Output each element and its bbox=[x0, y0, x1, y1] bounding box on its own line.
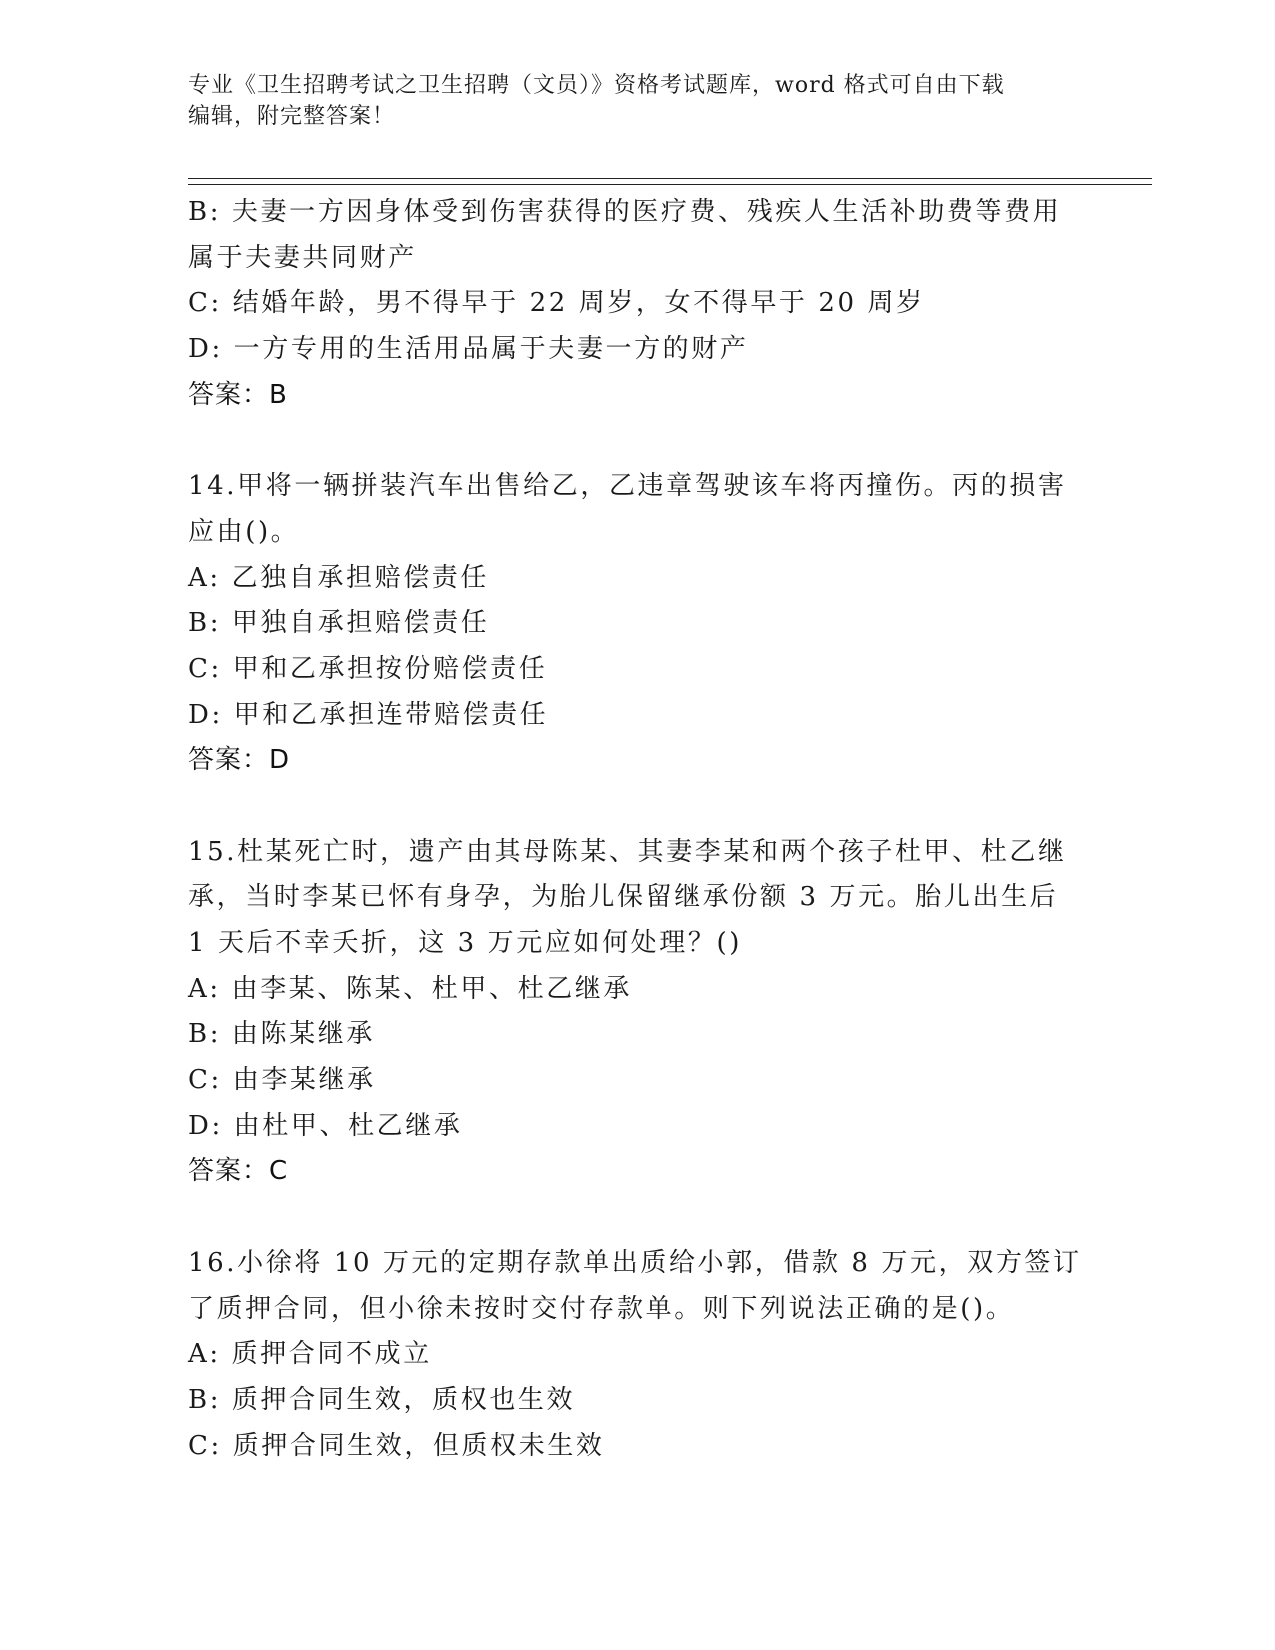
question-stem-line: 1 天后不幸夭折，这 3 万元应如何处理？() bbox=[188, 928, 742, 958]
question-15 bbox=[188, 830, 1088, 1196]
spacer bbox=[188, 1195, 1088, 1241]
spacer bbox=[188, 418, 1088, 464]
option-line: C: 结婚年龄，男不得早于 22 周岁，女不得早于 20 周岁 bbox=[188, 288, 925, 319]
option-line: 属于夫妻共同财产 bbox=[188, 242, 417, 273]
option-d: D: 甲和乙承担连带赔偿责任 bbox=[188, 699, 549, 730]
question-stem-line: 15.杜某死亡时，遗产由其母陈某、其妻李某和两个孩子杜甲、杜乙继 bbox=[188, 836, 1067, 867]
answer-line: 答案：B bbox=[188, 379, 288, 410]
question-stem-line: 14.甲将一辆拼装汽车出售给乙，乙违章驾驶该车将丙撞伤。丙的损害 bbox=[188, 471, 1067, 502]
option-b: B: 由陈某继承 bbox=[188, 1019, 375, 1050]
option-line: B: 夫妻一方因身体受到伤害获得的医疗费、残疾人生活补助费等费用 bbox=[188, 197, 1062, 227]
answer-line: 答案：C bbox=[188, 1156, 289, 1187]
question-stem-line: 承，当时李某已怀有身孕，为胎儿保留继承份额 3 万元。胎儿出生后 bbox=[188, 882, 1059, 913]
spacer bbox=[188, 784, 1088, 830]
header-divider-bottom bbox=[188, 184, 1152, 185]
question-stem-line: 了质押合同，但小徐未按时交付存款单。则下列说法正确的是()。 bbox=[188, 1293, 1015, 1324]
question-stem-line: 16.小徐将 10 万元的定期存款单出质给小郭，借款 8 万元，双方签订 bbox=[188, 1247, 1082, 1278]
question-14 bbox=[188, 464, 1088, 784]
option-c: C: 由李某继承 bbox=[188, 1065, 376, 1096]
question-16 bbox=[188, 1241, 1088, 1469]
option-b: B: 质押合同生效，质权也生效 bbox=[188, 1384, 576, 1415]
option-d: D: 由杜甲、杜乙继承 bbox=[188, 1110, 463, 1141]
option-a: A: 质押合同不成立 bbox=[188, 1339, 432, 1370]
option-c: C: 质押合同生效，但质权未生效 bbox=[188, 1430, 605, 1461]
question-13-continued bbox=[188, 190, 1088, 418]
question-list bbox=[188, 190, 1088, 1469]
answer-line: 答案：D bbox=[188, 745, 291, 776]
header-divider-top bbox=[188, 178, 1152, 179]
document-header bbox=[188, 70, 1068, 132]
header-line-2: 编辑，附完整答案！ bbox=[188, 104, 396, 129]
question-stem-line: 应由()。 bbox=[188, 516, 300, 547]
option-a: A: 由李某、陈某、杜甲、杜乙继承 bbox=[188, 973, 633, 1004]
option-line: D: 一方专用的生活用品属于夫妻一方的财产 bbox=[188, 334, 749, 365]
option-a: A: 乙独自承担赔偿责任 bbox=[188, 562, 490, 593]
header-line-1: 专业《卫生招聘考试之卫生招聘（文员）》资格考试题库，word 格式可自由下载 bbox=[188, 73, 1005, 98]
option-c: C: 甲和乙承担按份赔偿责任 bbox=[188, 653, 548, 684]
option-b: B: 甲独自承担赔偿责任 bbox=[188, 608, 490, 639]
